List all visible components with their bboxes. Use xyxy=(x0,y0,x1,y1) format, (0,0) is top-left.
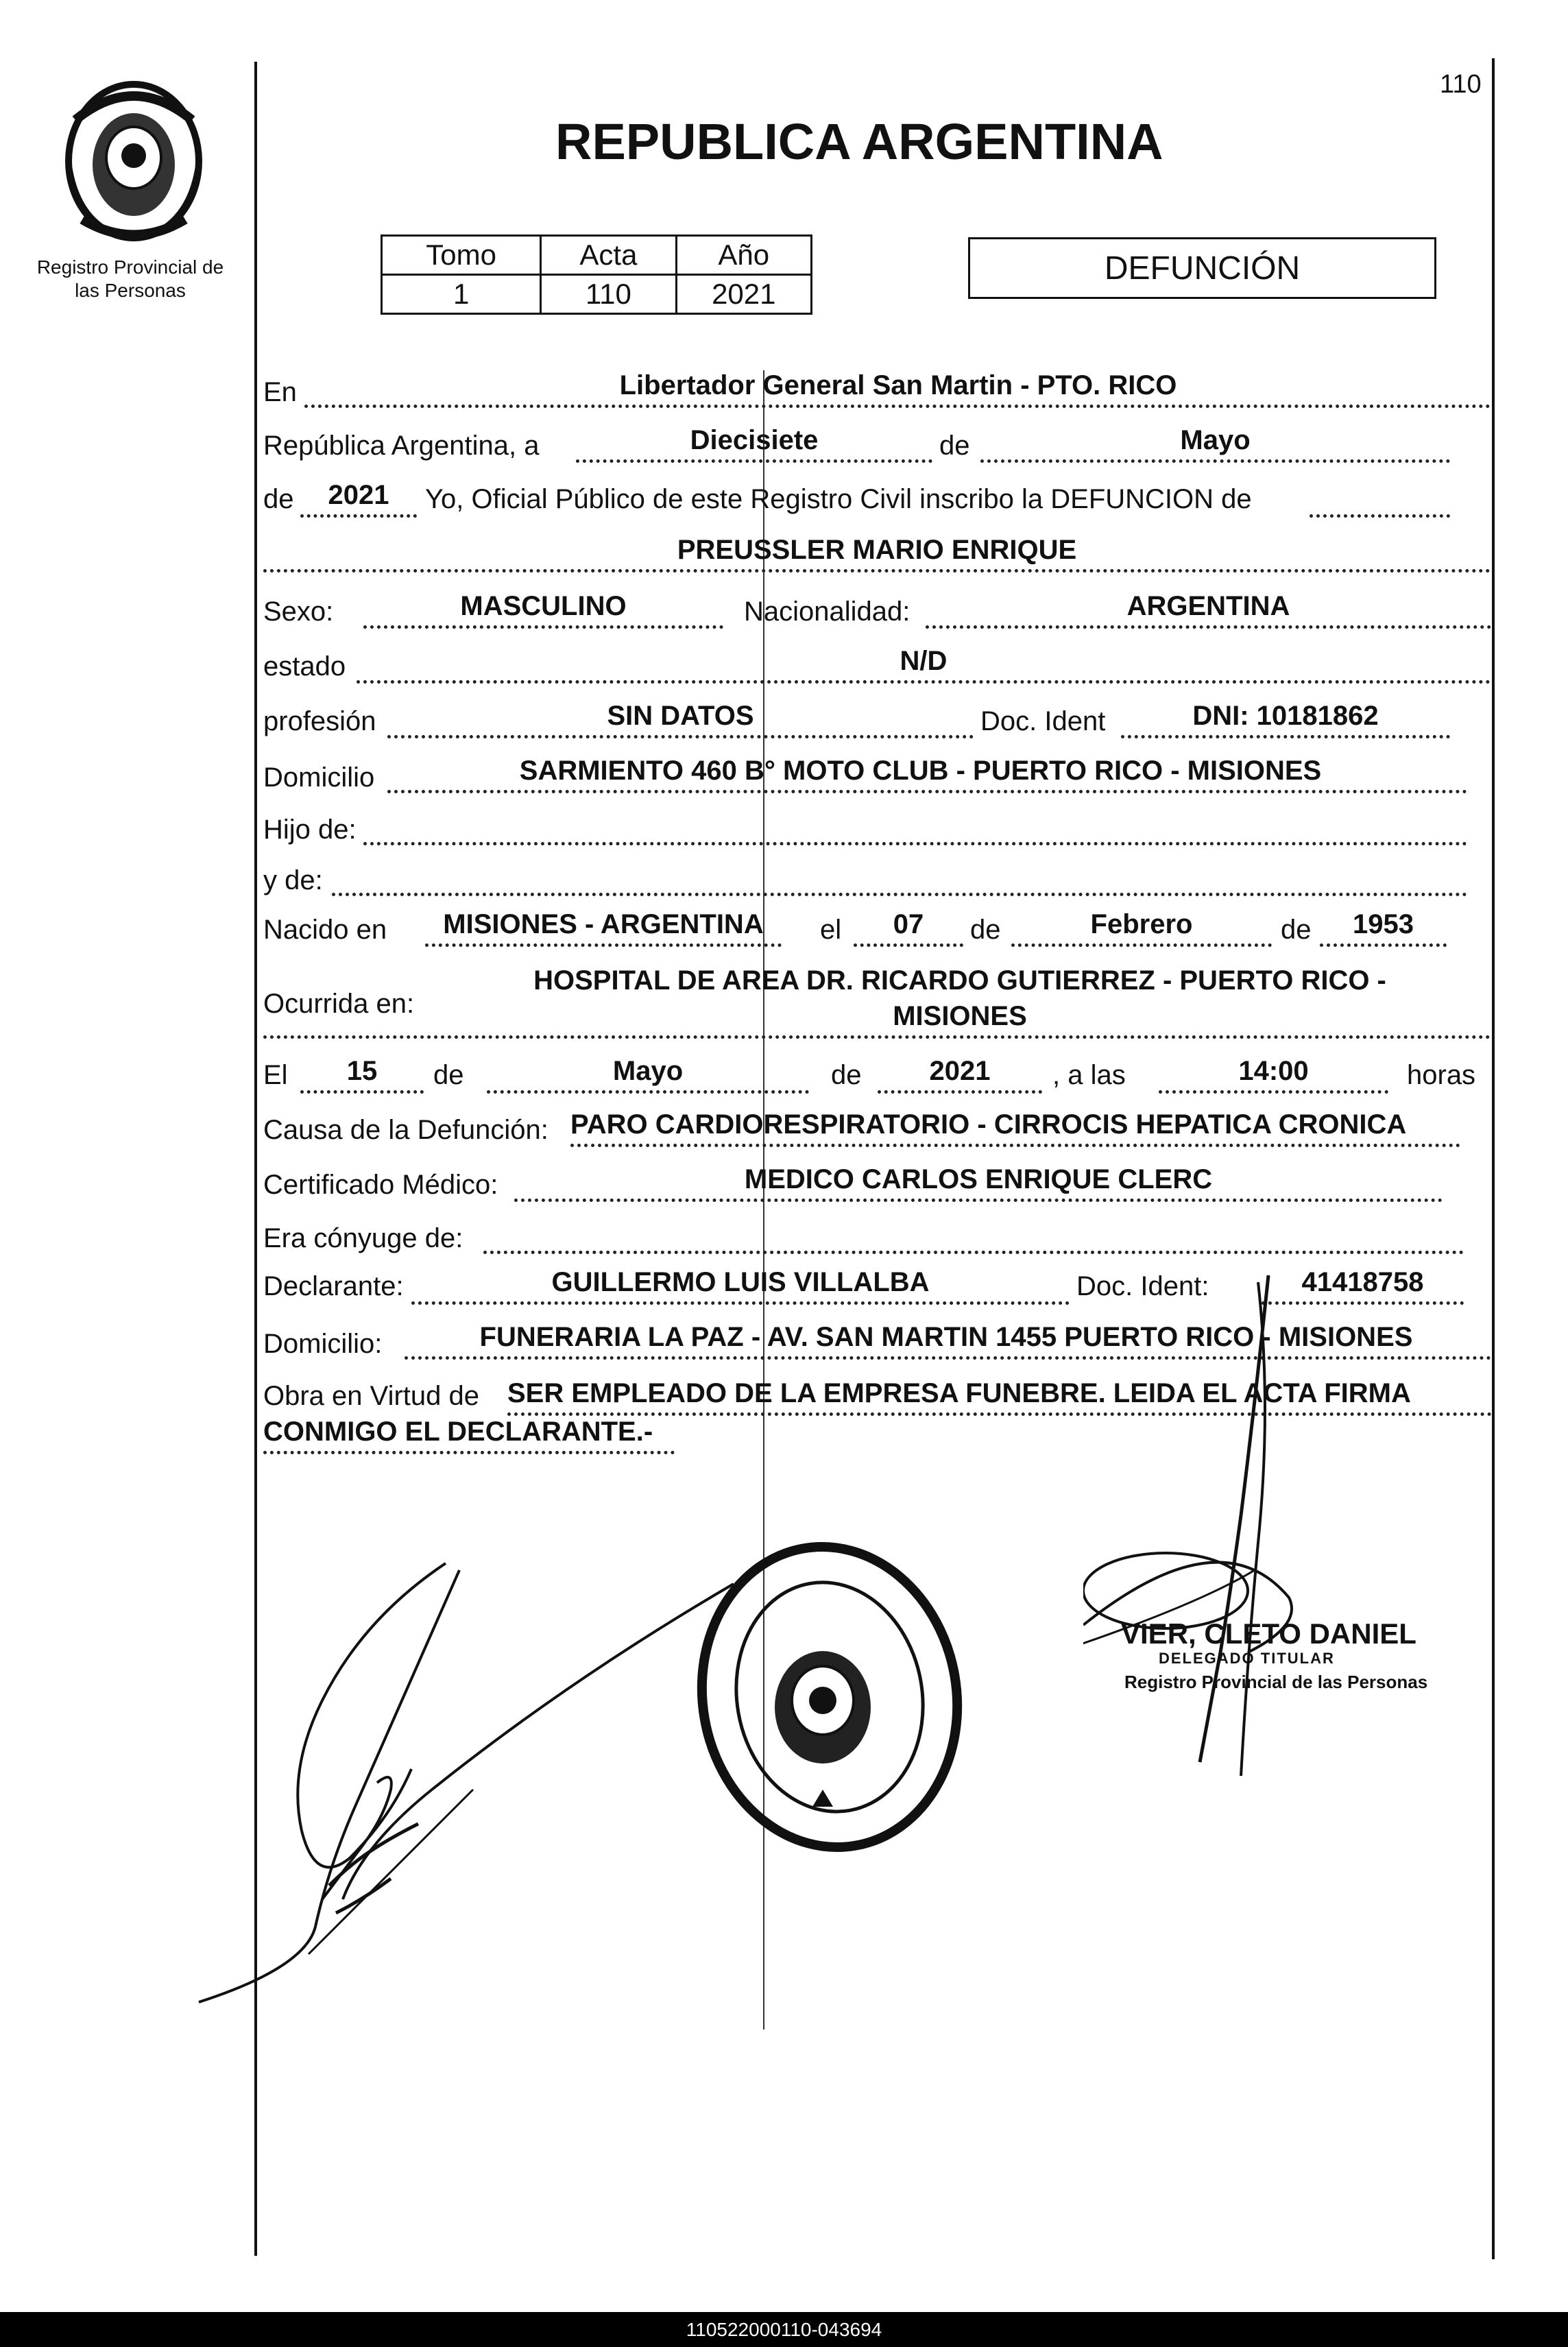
province-seal-logo xyxy=(58,79,209,243)
reference-table xyxy=(381,234,812,315)
horas-label: horas xyxy=(1407,1060,1476,1090)
sexo-label: Sexo: xyxy=(263,597,334,627)
de-6: de xyxy=(831,1060,862,1090)
nacionalidad-value: ARGENTINA xyxy=(1126,591,1290,621)
certificado-value: MEDICO CARLOS ENRIQUE CLERC xyxy=(744,1164,1213,1194)
de-5: de xyxy=(433,1060,464,1090)
nac-anio: 1953 xyxy=(1353,909,1414,939)
record-type-box: DEFUNCIÓN xyxy=(968,237,1436,299)
declarante-value: GUILLERMO LUIS VILLALBA xyxy=(551,1267,930,1297)
country-title: REPUBLICA ARGENTINA xyxy=(555,113,1163,170)
decl-doc-label: Doc. Ident: xyxy=(1076,1271,1209,1301)
causa-label: Causa de la Defunción: xyxy=(263,1115,548,1145)
def-dia: 15 xyxy=(346,1056,378,1086)
anio-header: Año xyxy=(676,236,811,275)
tomo-value: 1 xyxy=(382,275,541,314)
el2-label: El xyxy=(263,1060,288,1090)
registry-stamp xyxy=(686,1536,974,1858)
de-3: de xyxy=(970,915,1001,945)
pais-label: República Argentina, a xyxy=(263,431,540,461)
registry-name-line1: Registro Provincial de xyxy=(36,256,224,278)
texto-oficial: Yo, Oficial Público de este Registro Civil inscribo la DEFUNCION de xyxy=(425,484,1252,514)
def-hora: 14:00 xyxy=(1238,1056,1309,1086)
officer-org: Registro Provincial de las Personas xyxy=(1124,1672,1428,1692)
obra-line1: SER EMPLEADO DE LA EMPRESA FUNEBRE. LEIDA EL ACTA FIRMA xyxy=(507,1378,1411,1408)
nacionalidad-label: Nacionalidad: xyxy=(744,597,910,627)
officer-title: DELEGADO TITULAR xyxy=(1159,1650,1335,1667)
decl-doc-value: 41418758 xyxy=(1301,1267,1424,1297)
acta-header: Acta xyxy=(541,236,676,275)
obra-line2: CONMIGO EL DECLARANTE.- xyxy=(263,1417,653,1447)
tomo-header: Tomo xyxy=(382,236,541,275)
nac-mes: Febrero xyxy=(1090,909,1193,939)
conyuge-label: Era cónyuge de: xyxy=(263,1223,463,1253)
anio-acta: 2021 xyxy=(328,480,389,510)
registry-name-line2: las Personas xyxy=(75,280,186,301)
ocurrida-line2: MISIONES xyxy=(893,1001,1027,1031)
officer-name: VIER, CLETO DANIEL xyxy=(1121,1617,1416,1650)
hijo-label: Hijo de: xyxy=(263,815,357,845)
decl-domicilio-value: FUNERARIA LA PAZ - AV. SAN MARTIN 1455 PUERTO RICO - MISIONES xyxy=(479,1322,1413,1352)
certificado-label: Certificado Médico: xyxy=(263,1170,498,1200)
profesion-value: SIN DATOS xyxy=(607,701,754,731)
nacido-en-value: MISIONES - ARGENTINA xyxy=(443,909,764,939)
de-4: de xyxy=(1281,915,1312,945)
footer-code: 110522000110-043694 xyxy=(0,2312,1568,2347)
profesion-label: profesión xyxy=(263,706,376,736)
dia-acta: Diecisiete xyxy=(690,425,819,455)
causa-value: PARO CARDIORESPIRATORIO - CIRROCIS HEPATICA CRONICA xyxy=(570,1109,1407,1140)
lugar-label: En xyxy=(263,377,297,407)
right-margin-line xyxy=(1492,58,1495,2259)
a-las-label: , a las xyxy=(1052,1060,1126,1090)
mes-acta: Mayo xyxy=(1180,425,1251,455)
ocurrida-line1: HOSPITAL DE AREA DR. RICARDO GUTIERREZ - PUERTO RICO - xyxy=(533,965,1386,996)
nacido-label: Nacido en xyxy=(263,915,387,945)
lugar-value: Libertador General San Martin - PTO. RICO xyxy=(619,370,1177,400)
obra-label: Obra en Virtud de xyxy=(263,1381,480,1411)
y-de-label: y de: xyxy=(263,865,323,895)
domicilio-value: SARMIENTO 460 B° MOTO CLUB - PUERTO RICO - MISIONES xyxy=(519,756,1322,786)
domicilio-label: Domicilio xyxy=(263,762,375,793)
doc-value: DNI: 10181862 xyxy=(1192,701,1379,731)
ocurrida-label: Ocurrida en: xyxy=(263,989,415,1019)
nombre-value: PREUSSLER MARIO ENRIQUE xyxy=(677,535,1077,565)
sexo-value: MASCULINO xyxy=(460,591,627,621)
estado-label: estado xyxy=(263,651,346,682)
declarant-signature xyxy=(185,1543,747,2009)
declarante-label: Declarante: xyxy=(263,1271,404,1301)
acta-value: 110 xyxy=(541,275,676,314)
estado-value: N/D xyxy=(900,646,948,676)
nac-dia: 07 xyxy=(893,909,924,939)
decl-domicilio-label: Domicilio: xyxy=(263,1329,383,1359)
de-1: de xyxy=(939,431,970,461)
def-anio: 2021 xyxy=(929,1056,991,1086)
page-number: 110 xyxy=(1440,70,1482,99)
def-mes: Mayo xyxy=(612,1056,684,1086)
de-2: de xyxy=(263,484,294,514)
doc-label: Doc. Ident xyxy=(980,706,1106,736)
el-label: el xyxy=(820,915,842,945)
anio-value: 2021 xyxy=(676,275,811,314)
officer-signature xyxy=(1083,1268,1467,1803)
